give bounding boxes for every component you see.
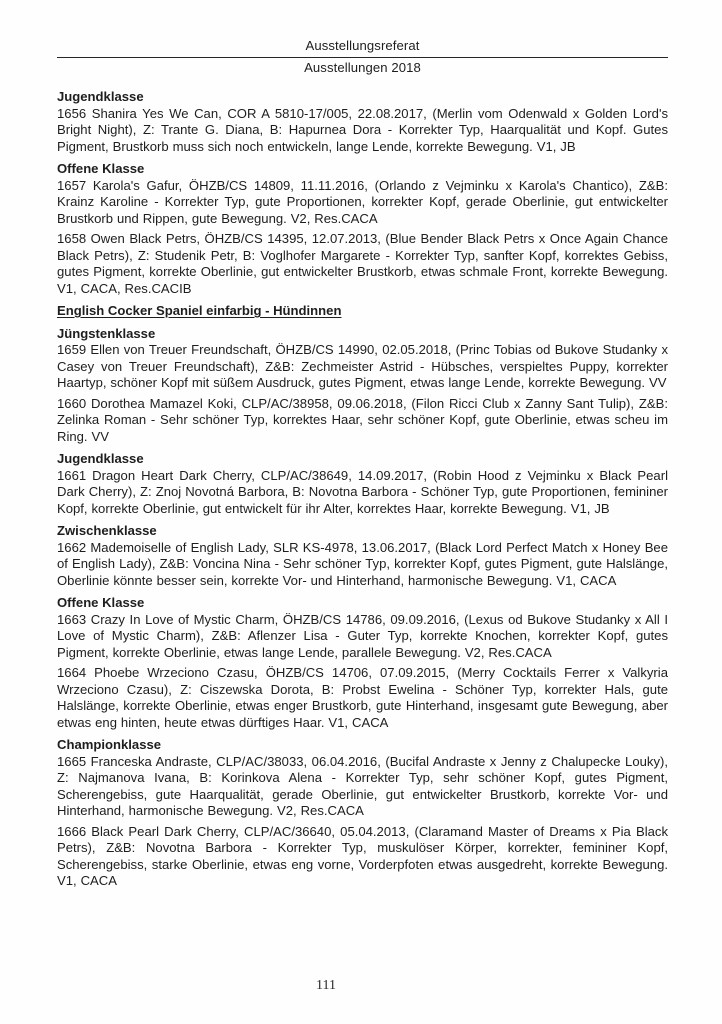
page-header: [57, 38, 668, 76]
class-heading: Zwischenklasse: [57, 523, 157, 538]
class-heading: Offene Klasse: [57, 595, 145, 610]
catalog-entry-1656: 1656 Shanira Yes We Can, COR A 5810-17/005, 22.08.2017, (Merlin vom Odenwald x Golden Lord's Bright Night), Z: Trante G. Diana, B: Hapurnea Dora - Korrekter Typ, Haarqualität und Kopf. Gutes Pigment, Brustkorb muss sich noch entwickeln, lange Lende, korrekte Bewegung. V1, JB: [57, 105, 668, 154]
catalog-entry-1660: 1660 Dorothea Mamazel Koki, CLP/AC/38958, 09.06.2018, (Filon Ricci Club x Zanny Sant Tulip), Z&B: Zelinka Roman - Sehr schöner Typ, korrektes Haar, sehr schöner Kopf, gute Oberlinie, etwas scheu im Ring. VV: [57, 395, 668, 444]
breed-heading: English Cocker Spaniel einfarbig - Hündinnen: [57, 303, 342, 318]
header-title: Ausstellungsreferat: [305, 38, 420, 53]
catalog-entry-1663: 1663 Crazy In Love of Mystic Charm, ÖHZB/CS 14786, 09.09.2016, (Lexus od Bukove Studanky x All I Love of Mystic Charm), Z&B: Aflenzer Lisa - Guter Typ, korrekte Knochen, korrekter Kopf, gutes Pigment, korrekte Oberlinie, etwas lange Lende, parallele Bewegung. V2, Res.CACA: [57, 611, 668, 660]
class-heading: Championklasse: [57, 737, 162, 752]
catalog-entry-1659: 1659 Ellen von Treuer Freundschaft, ÖHZB/CS 14990, 02.05.2018, (Princ Tobias od Bukove Studanky x Casey von Treuer Freundschaft), Z&B: Zechmeister Astrid - Hübsches, verspieltes Puppy, korrekter Haartyp, schöner Kopf mit süßem Ausdruck, gutes Pigment, etwas lange Lende, korrekte Bewegung. VV: [57, 342, 668, 390]
header-subtitle: Ausstellungen 2018: [304, 59, 421, 75]
class-heading: Offene Klasse: [57, 161, 145, 176]
class-heading: Jugendklasse: [57, 451, 144, 466]
page-number: 111: [316, 978, 336, 993]
catalog-entry-1662: 1662 Mademoiselle of English Lady, SLR KS-4978, 13.06.2017, (Black Lord Perfect Match x Honey Bee of English Lady), Z&B: Voncina Nina - Sehr schöner Typ, korrekter Kopf, gutes Pigment, gute Halslänge, Oberlinie könnte besser sein, korrekte Vor- und Hinterhand, harmonische Bewegung. V1, CACA: [57, 539, 668, 588]
catalog-entry-1657: 1657 Karola's Gafur, ÖHZB/CS 14809, 11.11.2016, (Orlando z Vejminku x Karola's Chantico), Z&B: Krainz Karoline - Korrekter Typ, gute Proportionen, korrekter Kopf, gerade Oberlinie, gut entwickelter Brustkorb und Rippen, gute Bewegung. V2, Res.CACA: [57, 177, 668, 226]
header-divider: [57, 57, 668, 58]
catalog-entry-1665: 1665 Franceska Andraste, CLP/AC/38033, 06.04.2016, (Bucifal Andraste x Jenny z Chalupecke Louky), Z: Najmanova Ivana, B: Korinkova Alena - Korrekter Typ, sehr schöner Kopf, gutes Pigment, Scherengebiss, gute Haarqualität, gerade Oberlinie, gut entwickelter Brustkorb, korrekte Vor- und Hinterhand, harmonische Bewegung. V2, Res.CACA: [57, 753, 668, 818]
catalog-entry-1661: 1661 Dragon Heart Dark Cherry, CLP/AC/38649, 14.09.2017, (Robin Hood z Vejminku x Black Pearl Dark Cherry), Z: Znoj Novotná Barbora, B: Novotna Barbora - Schöner Typ, gute Proportionen, femininer Kopf, korrekte Oberlinie, gut entwickelt für ihr Alter, korrektes Haar, korrekte Bewegung. V1, JB: [57, 467, 668, 516]
catalog-entry-1664: 1664 Phoebe Wrzeciono Czasu, ÖHZB/CS 14706, 07.09.2015, (Merry Cocktails Ferrer x Valkyria Wrzeciono Czasu), Z: Ciszewska Dorota, B: Probst Ewelina - Schöner Typ, korrekter Hals, gute Halslänge, korrekte Oberlinie, etwas enger Brustkorb, gute Hinterhand, insgesamt gute Bewegung, aber etwas eng hinten, heute etwas dürftiges Haar. V1, CACA: [57, 665, 668, 730]
document-body: [57, 89, 668, 890]
class-heading: Jüngstenklasse: [57, 325, 156, 341]
catalog-entry-1666: 1666 Black Pearl Dark Cherry, CLP/AC/36640, 05.04.2013, (Claramand Master of Dreams x Pia Black Petrs), Z&B: Novotna Barbora - Korrekter Typ, muskulöser Körper, korrekter, femininer Kopf, Scherengebiss, starke Oberlinie, etwas eng vorne, Vorderpfoten etwas ausgedreht, korrekte Bewegung. V1, CACA: [57, 823, 668, 888]
class-heading: Jugendklasse: [57, 89, 144, 104]
catalog-entry-1658: 1658 Owen Black Petrs, ÖHZB/CS 14395, 12.07.2013, (Blue Bender Black Petrs x Once Again Chance Black Petrs), Z: Studenik Petr, B: Voglhofer Margarete - Korrekter Typ, sanfter Kopf, korrektes Gebiss, gutes Pigment, korrekte Oberlinie, gut entwickelter Brustkorb, etwas schmale Front, korrekte Bewegung. V1, CACA, Res.CACIB: [57, 231, 668, 296]
